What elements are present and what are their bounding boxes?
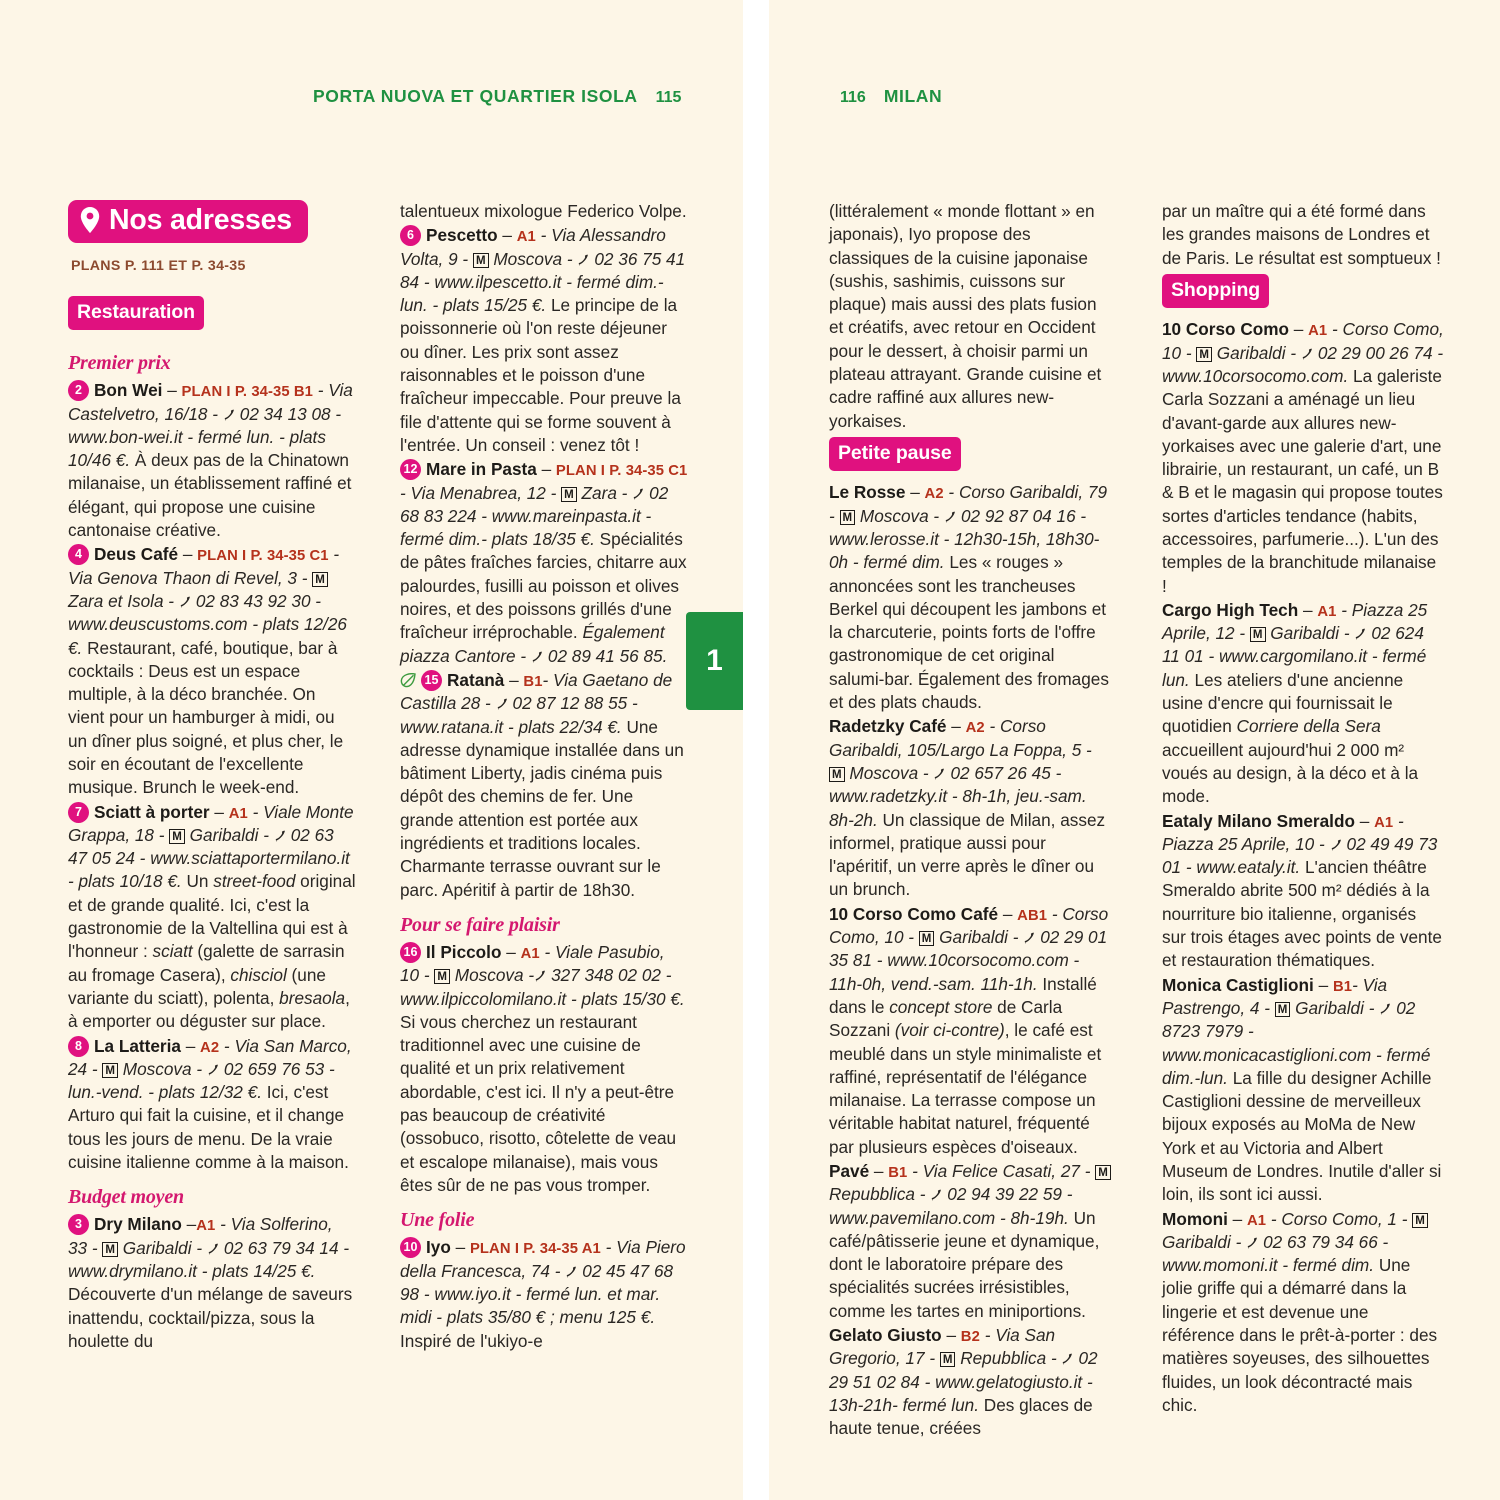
entry-price: plats 15/30 €. bbox=[581, 988, 685, 1009]
entry-description-cont: accueillent aujourd'hui 2 000 m² voués au design, à la déco et à la mode. bbox=[1162, 739, 1419, 807]
entry-metro: Moscova bbox=[849, 762, 919, 783]
entry-phone: 02 657 26 45 bbox=[950, 762, 1051, 783]
entry-plan: B1 bbox=[1332, 978, 1353, 995]
entry-phone: 02 36 75 41 84 bbox=[400, 248, 686, 292]
entry-web: www.10corsocomo.com. bbox=[1162, 365, 1349, 386]
entry-pescetto: 6 Pescetto – A1 - Via Alessandro Volta, 9 - M Moscova - 02 36 75 41 84 - www.ilpescetto.it - fermé dim.-lun. - plats 15/25 €. Le principe de la poissonnerie où l'on reste déjeuner ou dîner. Les prix sont assez raisonnables et le poisson d'une fraîcheur impeccable. Pour preuve la file d'attente qui se forme souvent à l'entrée. Un conseil : venez tôt ! bbox=[400, 225, 686, 455]
entry-address: Via Felice Casati, 27 bbox=[922, 1161, 1080, 1181]
entry-radetzky-cafe: Radetzky Café – A2 - Corso Garibaldi, 105/Largo La Foppa, 5 - M Moscova - 02 657 26 45 - www.radetzky.it - 8h-1h, jeu.-sam. 8h-2h. Un classique de Milan, assez informel, pratique aussi pour l'apéritif, un verre après le dîner ou un brunch. bbox=[829, 716, 1106, 900]
entry-hours: fermé dim. bbox=[400, 529, 482, 550]
entry-description: Les « rouges » annoncées sont les trancheuses Berkel qui découpent les jambons et la charcuterie, points forts de l'offre gastronomique de cet original salumi-bar. Également des fromages et des plats chauds. bbox=[829, 552, 1109, 713]
entry-eataly-milano-smeraldo: Eataly Milano Smeraldo – A1 - Piazza 25 Aprile, 10 - 02 49 49 73 01 - www.eataly.it. L'ancien théâtre Smeraldo abrite 500 m² dédiés à la nourriture bio italienne, organisés sur trois étages avec points de vente et restauration thématiques. bbox=[1162, 810, 1442, 971]
metro-icon: M bbox=[102, 1242, 118, 1257]
entry-plan: B1 bbox=[523, 673, 543, 690]
entry-description-cont: , le café est meublé dans un style minimaliste et raffiné, représentatif de l'élégance milanaise. La terrasse compose un véritable habitat naturel, fréquenté par plusieurs espèces d'oiseaux. bbox=[829, 1020, 1102, 1157]
entry-number: 2 bbox=[68, 380, 89, 401]
entry-name: Mare in Pasta bbox=[426, 459, 537, 480]
entry-name: Gelato Giusto bbox=[829, 1325, 942, 1346]
phone-icon bbox=[632, 487, 648, 501]
entry-address: Corso Garibaldi, 79 bbox=[958, 482, 1108, 503]
left-page-columns bbox=[68, 200, 688, 1353]
entry-emphasis: Également piazza Cantore - bbox=[400, 622, 665, 666]
entry-web: www.lerosse.it bbox=[829, 528, 939, 549]
entry-address: Via Gaetano de Castilla 28 bbox=[400, 669, 673, 714]
entry-web: www.ilpescetto.it bbox=[434, 271, 562, 292]
metro-icon: M bbox=[1275, 1002, 1291, 1017]
entry-number: 10 bbox=[400, 1237, 421, 1258]
entry-address: Corso Como, 10 bbox=[1162, 319, 1444, 363]
entry-address: Via San Gregorio, 17 bbox=[829, 1325, 1056, 1369]
entry-address: Via Castelvetro, 16/18 bbox=[68, 380, 353, 424]
entry-description-cont: (une variante du sciatt), polenta, bbox=[68, 964, 326, 1008]
entry-name: Eataly Milano Smeraldo bbox=[1162, 810, 1355, 831]
entry-plan: PLAN I P. 34-35 B1 bbox=[181, 384, 314, 401]
entry-phone: 02 624 11 01 bbox=[1162, 623, 1424, 667]
phone-icon bbox=[274, 829, 290, 843]
entry-web: www.10corsocomo.com bbox=[887, 950, 1069, 971]
entry-cargo-high-tech: Cargo High Tech – A1 - Piazza 25 Aprile, 12 - M Garibaldi - 02 624 11 01 - www.cargomilano.it - fermé lun. Les ateliers d'une ancienne usine d'encre qui fournissait le quotidien Corriere della Sera accueillent aujourd'hui 2 000 m² voués au design, à la déco et à la mode. bbox=[1162, 599, 1428, 807]
metro-icon: M bbox=[561, 487, 577, 502]
entry-dry-milano: 3 Dry Milano –A1 - Via Solferino, 33 - M Garibaldi - 02 63 79 34 14 - www.drymilano.it - plats 14/25 €. Découverte d'un mélange de saveurs inattendu, cocktail/pizza, sous la houlette du bbox=[68, 1214, 353, 1351]
entry-iyo: 10 Iyo – PLAN I P. 34-35 A1 - Via Piero della Francesca, 74 - 02 45 47 68 98 - www.iyo.it - fermé lun. et mar. midi - plats 35/80 € ; menu 125 €. Inspiré de l'ukiyo-e bbox=[400, 1237, 686, 1351]
entry-plan: A1 bbox=[1317, 603, 1337, 620]
entry-phone: 02 29 51 02 84 bbox=[829, 1348, 1098, 1392]
entry-web: www.mareinpasta.it bbox=[491, 505, 641, 526]
entry-phone: 02 68 83 224 bbox=[400, 482, 669, 526]
entry-price: plats 14/25 €. bbox=[212, 1261, 316, 1282]
entry-name: Iyo bbox=[426, 1237, 451, 1258]
entry-description: La fille du designer Achille Castiglioni dessine de merveilleux bijoux exposés au MoMa de New York et au Victoria and Albert Museum de Londres. Inutile d'aller si loin, ils sont ici aussi. bbox=[1162, 1067, 1442, 1205]
entry-plan: B2 bbox=[960, 1329, 980, 1346]
entry-hours: fermé dim. bbox=[1292, 1255, 1375, 1276]
entry-deus-cafe: 4 Deus Café – PLAN I P. 34-35 C1 - Via Genova Thaon di Revel, 3 - M Zara et Isola - 02 83 43 92 30 - www.deuscustoms.com - plats 12/26 €. Restaurant, café, boutique, bar à cocktails : Deus est un espace multiple, à la déco branchée. On vient pour un hamburger à midi, ou un dîner plus soigné, et plus cher, le soir en écoutant de l'excellente musique. Brunch le week-end. bbox=[68, 544, 347, 798]
entry-emphasis: Corriere della Sera bbox=[1236, 716, 1381, 737]
entry-phone: 02 659 76 53 bbox=[223, 1058, 325, 1079]
entry-name: 10 Corso Como bbox=[1162, 319, 1290, 340]
entry-number: 12 bbox=[400, 459, 421, 480]
entry-phone: 02 63 79 34 66 bbox=[1263, 1231, 1378, 1252]
entry-hours: fermé lun. bbox=[197, 426, 275, 447]
entry-number: 16 bbox=[400, 942, 421, 963]
entry-il-piccolo: 16 Il Piccolo – A1 - Viale Pasubio, 10 - M Moscova - 327 348 02 02 - www.ilpiccolomilano.it - plats 15/30 €. Si vous cherchez un restaurant traditionnel avec une cuisine de qualité et un prix relativement abordable, c'est ici. Il n'y a peut-être pas beaucoup de créativité (ossobuco, risotto, côtelette de veau et escalope milanaise), mais vous êtes sûr de ne pas vous tromper. bbox=[400, 942, 685, 1195]
phone-icon bbox=[577, 253, 593, 267]
map-pin-icon bbox=[80, 207, 100, 233]
phone-icon bbox=[1379, 1002, 1395, 1016]
phone-icon bbox=[944, 510, 960, 524]
entry-number: 7 bbox=[68, 802, 89, 823]
entry-metro: Zara bbox=[581, 482, 617, 503]
phone-icon bbox=[1330, 838, 1346, 852]
section-petite-pause: Petite pause bbox=[829, 437, 961, 471]
entry-description: Ici, c'est Arturo qui fait la cuisine, et il change tous les jours de menu. De la vraie cuisine italienne comme à la maison. bbox=[68, 1082, 349, 1173]
nos-adresses-banner bbox=[68, 200, 308, 243]
entry-name: Deus Café bbox=[94, 544, 179, 565]
entry-plan: PLAN I P. 34-35 C1 bbox=[555, 463, 688, 480]
entry-description-cont: de Carla Sozzani bbox=[829, 996, 1063, 1041]
entry-web: www.ilpiccolomilano.it bbox=[400, 988, 567, 1009]
entry-momoni: Momoni – A1 - Corso Como, 1 - M Garibaldi - 02 63 79 34 66 - www.momoni.it - fermé dim. Une jolie griffe qui a démarré dans la lingerie et est devenue une référence dans le prêt-à-porter : des matières soyeuses, des silhouettes fluides, un look décontracté mais chic. bbox=[1162, 1208, 1438, 1415]
entry-hours: 8h-1h, jeu.-sam. 8h-2h. bbox=[829, 786, 1087, 830]
entry-pave: Pavé – B1 - Via Felice Casati, 27 - M Repubblica - 02 94 39 22 59 - www.pavemilano.com - 8h-19h. Un café/pâtisserie jeune et dynamique, dont le laboratoire prépare des spécialités sucrées irrésistibles, comme les tartes en miniportions. bbox=[829, 1160, 1111, 1323]
phone-icon bbox=[207, 1242, 223, 1256]
metro-icon: M bbox=[434, 969, 450, 984]
phone-icon bbox=[223, 408, 239, 422]
entry-sciatt-a-porter: 7 Sciatt à porter – A1 - Viale Monte Grappa, 18 - M Garibaldi - 02 63 47 05 24 - www.sciattaportermilano.it - plats 10/18 €. Un street-food original et de grande qualité. Ici, c'est la gastronomie de la Valtellina qui est à l'honneur : sciatt (galette de sarrasin au fromage Casera), chisciol (une variante du sciatt), polenta, bresaola, à emporter ou déguster sur place. bbox=[68, 801, 356, 1032]
entry-metro: Garibaldi bbox=[939, 927, 1008, 948]
phone-icon bbox=[933, 767, 949, 781]
entry-address: Via Alessandro Volta, 9 bbox=[400, 225, 666, 269]
phone-icon bbox=[534, 969, 550, 983]
entry-emphasis: sciatt bbox=[152, 941, 193, 962]
column-3 bbox=[829, 200, 1111, 1441]
entry-description: Si vous cherchez un restaurant traditionnel avec une cuisine de qualité et un prix relativement abordable, c'est ici. Il n'y a peut-être pas beaucoup de créativité (ossobuco, risotto, côtelette de veau et escalope milanaise), mais vous êtes sûr de ne pas vous tromper. bbox=[400, 1011, 677, 1195]
entry-web: www.eataly.it. bbox=[1196, 857, 1301, 878]
entry-number: 8 bbox=[68, 1036, 89, 1057]
column-1 bbox=[68, 200, 356, 1353]
entry-name: Dry Milano bbox=[94, 1214, 182, 1235]
phone-icon bbox=[496, 697, 512, 711]
entry-description: Installé dans le bbox=[829, 973, 1097, 1017]
column-4-continuation: par un maître qui a été formé dans les grandes maisons de Londres et de Paris. Le résultat est somptueux ! bbox=[1162, 201, 1441, 268]
entry-name: Pavé bbox=[829, 1161, 870, 1181]
folio-left: 115 bbox=[655, 89, 682, 106]
subhead-budget-moyen: Budget moyen bbox=[68, 1186, 184, 1209]
entry-monica-castiglioni: Monica Castiglioni – B1- Via Pastrengo, 4 - M Garibaldi - 02 8723 7979 - www.monicacastiglioni.com - fermé dim.-lun. La fille du designer Achille Castiglioni dessine de merveilleux bijoux exposés au MoMa de New York et au Victoria and Albert Museum de Londres. Inutile d'aller si loin, ils sont ici aussi. bbox=[1162, 974, 1442, 1205]
phone-icon bbox=[930, 1188, 946, 1202]
entry-phone: 02 8723 7979 bbox=[1162, 997, 1416, 1042]
column-2 bbox=[400, 200, 688, 1353]
column-4 bbox=[1162, 200, 1444, 1441]
plans-reference: PLANS P. 111 ET P. 34-35 bbox=[71, 257, 246, 274]
entry-metro: Zara et Isola bbox=[68, 590, 164, 611]
metro-icon: M bbox=[1412, 1213, 1428, 1228]
right-page bbox=[769, 0, 1500, 1500]
metro-icon: M bbox=[102, 1063, 118, 1078]
entry-hours: fermé lun. bbox=[1162, 646, 1427, 690]
entry-description: Découverte d'un mélange de saveurs inattendu, cocktail/pizza, sous la houlette du bbox=[68, 1284, 353, 1351]
running-head-left-title: PORTA NUOVA ET QUARTIER ISOLA bbox=[313, 86, 638, 106]
right-page-columns bbox=[829, 200, 1444, 1441]
entry-phone: 02 94 39 22 59 bbox=[947, 1184, 1062, 1205]
entry-phone: 02 63 47 05 24 bbox=[68, 824, 334, 869]
entry-emphasis: bresaola bbox=[279, 987, 346, 1008]
entry-hours: lun.-vend. bbox=[68, 1082, 144, 1103]
entry-description: Un café/pâtisserie jeune et dynamique, dont le laboratoire prépare des spécialités sucrées irrésistibles, comme les tartes en miniportions. bbox=[829, 1207, 1100, 1321]
entry-metro: Moscova bbox=[859, 505, 929, 526]
entry-metro: Garibaldi bbox=[1270, 623, 1340, 644]
entry-gelato-giusto: Gelato Giusto – B2 - Via San Gregorio, 17 - M Repubblica - 02 29 51 02 84 - www.gelatogiusto.it - 13h-21h- fermé lun. Des glaces de haute tenue, créées bbox=[829, 1325, 1098, 1439]
running-head-right-title: MILAN bbox=[883, 86, 943, 106]
folio-right: 116 bbox=[840, 89, 866, 106]
entry-name: Cargo High Tech bbox=[1162, 599, 1299, 620]
entry-web: www.gelatogiusto.it bbox=[935, 1371, 1083, 1392]
entry-address: Viale Monte Grappa, 18 bbox=[68, 801, 354, 845]
entry-web: www.radetzky.it bbox=[829, 786, 948, 807]
leaf-icon bbox=[400, 673, 417, 688]
entry-address: Corso Garibaldi, 105/Largo La Foppa, 5 bbox=[829, 716, 1082, 760]
entry-description: Des glaces de haute tenue, créées bbox=[829, 1394, 1093, 1439]
entry-plan: A1 bbox=[516, 229, 536, 246]
column-3-continuation: (littéralement « monde flottant » en japonais), Iyo propose des classiques de la cuisine japonaise (sushis, sashimis, cuissons sur plaque) mais aussi des plats fusion et créatifs, avec retour en Occident pour le dessert, à choisir parmi un plateau attrayant. Grande cuisine et cadre raffiné aux allures new-yorkaises. bbox=[829, 201, 1102, 431]
entry-name: La Latteria bbox=[94, 1035, 181, 1056]
entry-web: www.bon-wei.it bbox=[68, 426, 183, 447]
entry-le-rosse: Le Rosse – A2 - Corso Garibaldi, 79 - M Moscova - 02 92 87 04 16 - www.lerosse.it - 12h30-15h, 18h30-0h - fermé dim. Les « rouges » annoncées sont les trancheuses Berkel qui découpent les jambons et la charcuterie, points forts de l'offre gastronomique de cet original salumi-bar. Également des fromages et des plats chauds. bbox=[829, 482, 1109, 713]
entry-description: Les ateliers d'une ancienne usine d'encre qui fournissait le quotidien bbox=[1162, 669, 1404, 737]
entry-web: www.monicacastiglioni.com bbox=[1162, 1044, 1372, 1065]
entry-number: 4 bbox=[68, 544, 89, 565]
entry-web: www.cargomilano.it bbox=[1219, 646, 1368, 667]
entry-address: Corso Como, 10 bbox=[829, 903, 1109, 948]
entry-name: Sciatt à porter bbox=[94, 801, 210, 822]
entry-description: Une adresse dynamique installée dans un bâtiment Liberty, jadis cinéma puis dépôt des chemins de fer. Une grande attention est portée aux ingrédients et traditions locales. Charmante terrasse ouvrant sur le parc. Apéritif à partir de 18h30. bbox=[400, 716, 684, 900]
entry-plan: A1 bbox=[1308, 323, 1328, 340]
entry-price: plats 12/26 €. bbox=[68, 614, 347, 658]
entry-10-corso-como-cafe: 10 Corso Como Café – AB1 - Corso Como, 10 - M Garibaldi - 02 29 01 35 81 - www.10corsocomo.com - 11h-0h, vend.-sam. 11h-1h. Installé dans le concept store de Carla Sozzani (voir ci-contre), le café est meublé dans un style minimaliste et raffiné, représentatif de l'élégance milanaise. La terrasse compose un véritable habitat naturel, fréquenté par plusieurs espèces d'oiseaux. bbox=[829, 903, 1109, 1157]
entry-address: Via Solferino, 33 bbox=[68, 1214, 333, 1258]
entry-phone: 327 348 02 02 bbox=[551, 965, 661, 986]
entry-web: www.ratana.it bbox=[400, 716, 504, 737]
entry-hours: 11h-0h, vend.-sam. 11h-1h. bbox=[829, 973, 1038, 994]
entry-web: www.iyo.it bbox=[434, 1283, 511, 1304]
entry-emphasis: street-food bbox=[213, 871, 296, 892]
phone-icon bbox=[179, 595, 195, 609]
entry-ratana: 15 Ratanà – B1- Via Gaetano de Castilla 28 - 02 87 12 88 55 - www.ratana.it - plats 22/34 €. Une adresse dynamique installée dans un bâtiment Liberty, jadis cinéma puis dépôt des chemins de fer. Une grande attention est portée aux ingrédients et traditions locales. Charmante terrasse ouvrant sur le parc. Apéritif à partir de 18h30. bbox=[400, 669, 684, 900]
entry-description: Restaurant, café, boutique, bar à cocktails : Deus est un espace multiple, à la déco branchée. On vient pour un hamburger à midi, ou un dîner plus soigné, et plus cher, le soir en écoutant de l'excellente musique. Brunch le week-end. bbox=[68, 637, 344, 798]
entry-phone: 02 87 12 88 55 bbox=[512, 693, 628, 714]
entry-address: Corso Como, 1 bbox=[1281, 1208, 1397, 1229]
entry-emphasis: concept store bbox=[889, 996, 993, 1017]
entry-name: Le Rosse bbox=[829, 482, 906, 503]
entry-la-latteria: 8 La Latteria – A2 - Via San Marco, 24 - M Moscova - 02 659 76 53 - lun.-vend. - plats 12/32 €. Ici, c'est Arturo qui fait la cuisine, et il change tous les jours de menu. De la vraie cuisine italienne comme à la maison. bbox=[68, 1035, 352, 1173]
entry-plan: A1 bbox=[1374, 814, 1394, 831]
entry-hours: 13h-21h- fermé lun. bbox=[829, 1394, 979, 1415]
entry-name: Momoni bbox=[1162, 1208, 1228, 1229]
entry-plan: B1 bbox=[888, 1165, 908, 1181]
entry-mare-in-pasta: 12 Mare in Pasta – PLAN I P. 34-35 C1 - Via Menabrea, 12 - M Zara - 02 68 83 224 - www.mareinpasta.it - fermé dim.- plats 18/35 €. Spécialités de pâtes fraîches farcies, chitarre aux palourdes, fusilli au poisson et olives noires, et des poissons grillés d'une fraîcheur irréprochable. Également piazza Cantore - 02 89 41 56 85. bbox=[400, 459, 688, 666]
entry-plan: PLAN I P. 34-35 A1 bbox=[469, 1241, 601, 1258]
entry-price: plats 10/18 €. bbox=[78, 871, 182, 892]
entry-hours: fermé dim.-lun. bbox=[400, 271, 664, 316]
entry-description: Une jolie griffe qui a démarré dans la lingerie et est devenue une référence dans le prêt-à-porter : des matières soyeuses, des silhouettes fluides, un look décontracté mais chic. bbox=[1162, 1255, 1438, 1415]
entry-metro: Moscova bbox=[122, 1058, 192, 1079]
entry-description: Le principe de la poissonnerie où l'on reste déjeuner ou dîner. Les prix sont assez raisonnables et le poisson d'une fraîcheur impeccable. Pour preuve la file d'attente qui se forme souvent à l'entrée. Un conseil : venez tôt ! bbox=[400, 295, 681, 455]
entry-description: L'ancien théâtre Smeraldo abrite 500 m² dédiés à la nourriture bio italienne, organisés sur trois étages avec points de vente et restauration thématiques. bbox=[1162, 857, 1442, 971]
entry-name: Radetzky Café bbox=[829, 716, 947, 737]
entry-metro: Garibaldi bbox=[122, 1237, 192, 1258]
entry-description-cont: , à emporter ou déguster sur place. bbox=[68, 987, 350, 1032]
entry-emphasis: chisciol bbox=[230, 964, 287, 985]
entry-web: www.deuscustoms.com bbox=[68, 614, 248, 635]
entry-number: 6 bbox=[400, 225, 421, 246]
phone-icon bbox=[207, 1063, 223, 1077]
page-edge bbox=[743, 0, 757, 1500]
entry-plan: A1 bbox=[196, 1218, 216, 1235]
entry-metro: Garibaldi bbox=[1216, 342, 1286, 363]
phone-icon bbox=[565, 1265, 581, 1279]
entry-address: Piazza 25 Aprile, 10 bbox=[1162, 833, 1315, 854]
phone-icon bbox=[1023, 931, 1039, 945]
entry-plan: PLAN I P. 34-35 C1 bbox=[197, 548, 329, 565]
entry-plan: A1 bbox=[1246, 1212, 1267, 1229]
entry-description-cont: original et de grande qualité. Ici, c'est la gastronomie de la Valtellina qui est à l'honneur : bbox=[68, 871, 356, 962]
entry-price: plats 15/25 €. bbox=[443, 295, 547, 316]
entry-address: Via Menabrea, 12 bbox=[410, 482, 546, 503]
entry-address: Piazza 25 Aprile, 12 bbox=[1162, 599, 1428, 644]
entry-price: plats 10/46 €. bbox=[68, 426, 326, 471]
metro-icon: M bbox=[1250, 627, 1266, 642]
entry-name: Monica Castiglioni bbox=[1162, 974, 1314, 995]
metro-icon: M bbox=[1095, 1165, 1111, 1180]
entry-address: Via San Marco, 24 bbox=[68, 1035, 352, 1079]
entry-price: plats 35/80 € ; menu 125 €. bbox=[446, 1307, 656, 1328]
entry-price: plats 22/34 €. bbox=[518, 716, 622, 737]
metro-icon: M bbox=[473, 253, 489, 268]
entry-name: 10 Corso Como Café bbox=[829, 903, 999, 924]
entry-address: Via Genova Thaon di Revel, 3 bbox=[68, 567, 297, 588]
entry-phone: 02 83 43 92 30 bbox=[195, 590, 311, 611]
entry-metro: Repubblica bbox=[829, 1184, 915, 1205]
entry-phone: 02 29 00 26 74 bbox=[1317, 342, 1433, 363]
metro-icon: M bbox=[940, 1352, 956, 1367]
entry-plan: A2 bbox=[924, 486, 944, 503]
spread-gutter bbox=[757, 0, 769, 1500]
entry-address: Viale Pasubio, 10 bbox=[400, 942, 665, 986]
entry-metro: Garibaldi bbox=[1295, 997, 1364, 1018]
entry-name: Il Piccolo bbox=[426, 942, 502, 962]
entry-hours: 8h-19h. bbox=[1010, 1207, 1069, 1228]
metro-icon: M bbox=[169, 829, 185, 844]
entry-plan: AB1 bbox=[1017, 907, 1048, 924]
entry-description-cont: (galette de sarrasin au fromage Casera), bbox=[68, 941, 345, 985]
entry-description: Un classique de Milan, assez informel, pratique aussi pour l'apéritif, un verre après le dîner ou un brunch. bbox=[829, 809, 1106, 900]
metro-icon: M bbox=[829, 767, 845, 782]
entry-plan: A2 bbox=[965, 720, 985, 737]
section-restauration: Restauration bbox=[68, 296, 204, 330]
subhead-une-folie: Une folie bbox=[400, 1209, 475, 1232]
phone-icon bbox=[1061, 1352, 1077, 1366]
metro-icon: M bbox=[1196, 347, 1212, 362]
running-head-right bbox=[836, 86, 942, 107]
entry-emphasis: (voir ci-contre) bbox=[894, 1020, 1005, 1041]
metro-icon: M bbox=[840, 510, 856, 525]
entry-description: Un bbox=[186, 871, 214, 892]
entry-metro: Moscova bbox=[493, 248, 563, 269]
entry-web: www.sciattaportermilano.it bbox=[150, 848, 350, 869]
entry-plan: A1 bbox=[228, 805, 248, 822]
metro-icon: M bbox=[919, 931, 935, 946]
entry-metro: Repubblica bbox=[960, 1348, 1047, 1369]
entry-phone: 02 49 49 73 01 bbox=[1162, 833, 1438, 878]
entry-name: Bon Wei bbox=[94, 380, 163, 401]
entry-description: Inspiré de l'ukiyo-e bbox=[400, 1330, 543, 1351]
entry-bon-wei: 2 Bon Wei – PLAN I P. 34-35 B1 - Via Castelvetro, 16/18 - 02 34 13 08 - www.bon-wei.it - fermé lun. - plats 10/46 €. À deux pas de la Chinatown milanaise, un établissement raffiné et élégant, qui propose une cuisine cantonaise créative. bbox=[68, 380, 353, 541]
entry-name: Ratanà bbox=[447, 669, 505, 690]
nos-adresses-title: Nos adresses bbox=[109, 204, 292, 236]
entry-phone: 02 29 01 35 81 bbox=[829, 927, 1108, 971]
entry-phone-secondary: 02 89 41 56 85. bbox=[547, 645, 668, 666]
phone-icon bbox=[1354, 627, 1370, 641]
entry-hours: fermé lun. et mar. midi bbox=[400, 1283, 661, 1328]
entry-plan: A2 bbox=[200, 1039, 220, 1056]
entry-number: 3 bbox=[68, 1214, 89, 1235]
entry-phone: 02 92 87 04 16 bbox=[960, 505, 1076, 526]
entry-description: La galeriste Carla Sozzani a aménagé un lieu d'avant-garde aux allures new-yorkaises avec une galerie d'art, une librairie, un restaurant, un café, un B & B et le magasin qui propose toutes sortes d'articles tendance (habits, accessoires, parfumerie...). L'un des temples de la branchitude milanaise ! bbox=[1162, 365, 1443, 596]
entry-web: www.pavemilano.com bbox=[829, 1207, 996, 1228]
entry-description: Spécialités de pâtes fraîches farcies, chitarre aux palourdes, fusilli au poisson et olives noires, et des poissons grillés d'une fraîcheur irréprochable. bbox=[400, 529, 687, 643]
entry-phone: 02 34 13 08 bbox=[239, 403, 331, 424]
entry-description: À deux pas de la Chinatown milanaise, un établissement raffiné et élégant, qui propose une cuisine cantonaise créative. bbox=[68, 450, 352, 541]
entry-hours: 12h30-15h, 18h30-0h - fermé dim. bbox=[829, 528, 1100, 573]
entry-address: Via Piero della Francesca, 74 bbox=[400, 1237, 686, 1281]
entry-hours: fermé dim.-lun. bbox=[1162, 1044, 1431, 1088]
entry-plan: A1 bbox=[520, 946, 540, 962]
entry-10-corso-como: 10 Corso Como – A1 - Corso Como, 10 - M Garibaldi - 02 29 00 26 74 - www.10corsocomo.com. La galeriste Carla Sozzani a aménagé un lieu d'avant-garde aux allures new-yorkaises avec une galerie d'art, une librairie, un restaurant, un café, un B & B et le magasin qui propose toutes sortes d'articles tendance (habits, accessoires, parfumerie...). L'un des temples de la branchitude milanaise ! bbox=[1162, 319, 1444, 596]
entry-web: www.momoni.it bbox=[1162, 1255, 1278, 1276]
phone-icon bbox=[1301, 347, 1317, 361]
entry-metro: Garibaldi bbox=[1162, 1231, 1231, 1252]
metro-icon: M bbox=[312, 572, 328, 587]
running-head-left bbox=[313, 86, 685, 107]
entry-metro: Moscova bbox=[454, 965, 524, 986]
entry-name: Pescetto bbox=[426, 225, 498, 246]
entry-address: Via Pastrengo, 4 bbox=[1162, 974, 1388, 1018]
entry-phone: 02 45 47 68 98 bbox=[400, 1260, 674, 1304]
entry-metro: Garibaldi bbox=[189, 824, 259, 845]
chapter-thumb-tab: 1 bbox=[686, 612, 743, 710]
subhead-premier-prix: Premier prix bbox=[68, 352, 171, 375]
entry-price: plats 18/35 €. bbox=[491, 529, 595, 550]
phone-icon bbox=[1246, 1236, 1262, 1250]
entry-phone: 02 63 79 34 14 bbox=[223, 1237, 339, 1258]
subhead-pour-se-faire-plaisir: Pour se faire plaisir bbox=[400, 913, 560, 936]
entry-price: plats 12/32 €. bbox=[158, 1082, 262, 1103]
entry-number: 15 bbox=[421, 670, 442, 691]
column-2-continuation: talentueux mixologue Federico Volpe. bbox=[400, 201, 687, 221]
section-shopping: Shopping bbox=[1162, 274, 1269, 308]
phone-icon bbox=[531, 650, 547, 664]
entry-web: www.drymilano.it bbox=[68, 1261, 197, 1282]
